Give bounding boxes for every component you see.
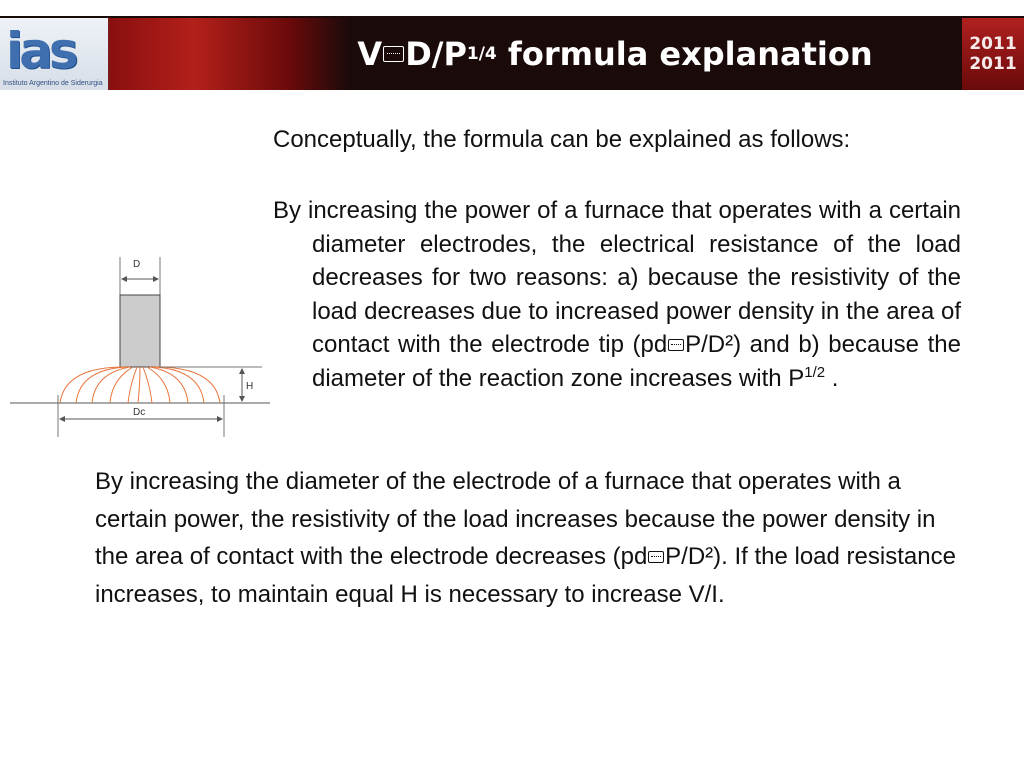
field-line <box>60 367 124 403</box>
page-title: V D/P 1/4 formula explanation <box>357 35 873 73</box>
intro-text: Conceptually, the formula can be explained as follows: <box>273 126 851 153</box>
missing-glyph-icon <box>668 339 684 351</box>
arrowhead <box>121 276 127 282</box>
year-badge <box>962 18 1024 90</box>
para3-text-a: By increasing the diameter of the electrode of a furnace that operates with a certain power, the resistivity of the load increases because the power density in the area of contact with the electrode decreases (pd <box>95 468 936 570</box>
missing-glyph-icon <box>383 46 404 61</box>
title-part-v: V <box>357 35 383 73</box>
label-dc: Dc <box>133 407 146 418</box>
year-bottom: 2011 <box>969 54 1017 74</box>
paragraph-power <box>273 194 961 395</box>
paragraph-diameter <box>95 463 975 613</box>
logo-text: ias <box>6 22 75 80</box>
missing-glyph-icon <box>648 551 664 563</box>
electrode-diagram <box>0 245 280 445</box>
field-line <box>156 367 220 403</box>
para2-exponent: 1/2 <box>804 363 826 381</box>
field-line <box>76 367 127 403</box>
arrowhead <box>153 276 159 282</box>
field-line <box>143 367 152 403</box>
arrowhead <box>239 368 245 374</box>
label-d: D <box>133 259 141 270</box>
year-top: 2011 <box>969 34 1017 54</box>
field-line <box>128 367 137 403</box>
label-h: H <box>246 381 254 392</box>
arrowhead <box>239 396 245 402</box>
field-line <box>153 367 204 403</box>
arrowhead <box>217 416 223 422</box>
electrode <box>120 295 160 367</box>
para2-text-b: P/D²) and b) because the diameter of the reaction zone increases with P <box>312 331 961 392</box>
arrowhead <box>59 416 65 422</box>
field-lines <box>60 367 220 403</box>
field-line <box>138 367 140 403</box>
ias-logo <box>0 18 110 90</box>
title-part-text: formula explanation <box>496 35 873 73</box>
para3-text-b: P/D²). If the load resistance increases, to maintain equal H is necessary to increase V/I. <box>95 543 956 608</box>
para2-end: . <box>825 364 839 392</box>
title-part-dp: D/P <box>405 35 467 73</box>
para2-text-a: By increasing the power of a furnace that operates with a certain diameter electrodes, the electrical resistance of the load decreases for two reasons: a) because the resistivity of the load decreases due to increased power density in the area of contact with the electrode tip (pd <box>273 197 961 358</box>
logo-subtitle: Instituto Argentino de Siderurgia <box>3 80 103 87</box>
